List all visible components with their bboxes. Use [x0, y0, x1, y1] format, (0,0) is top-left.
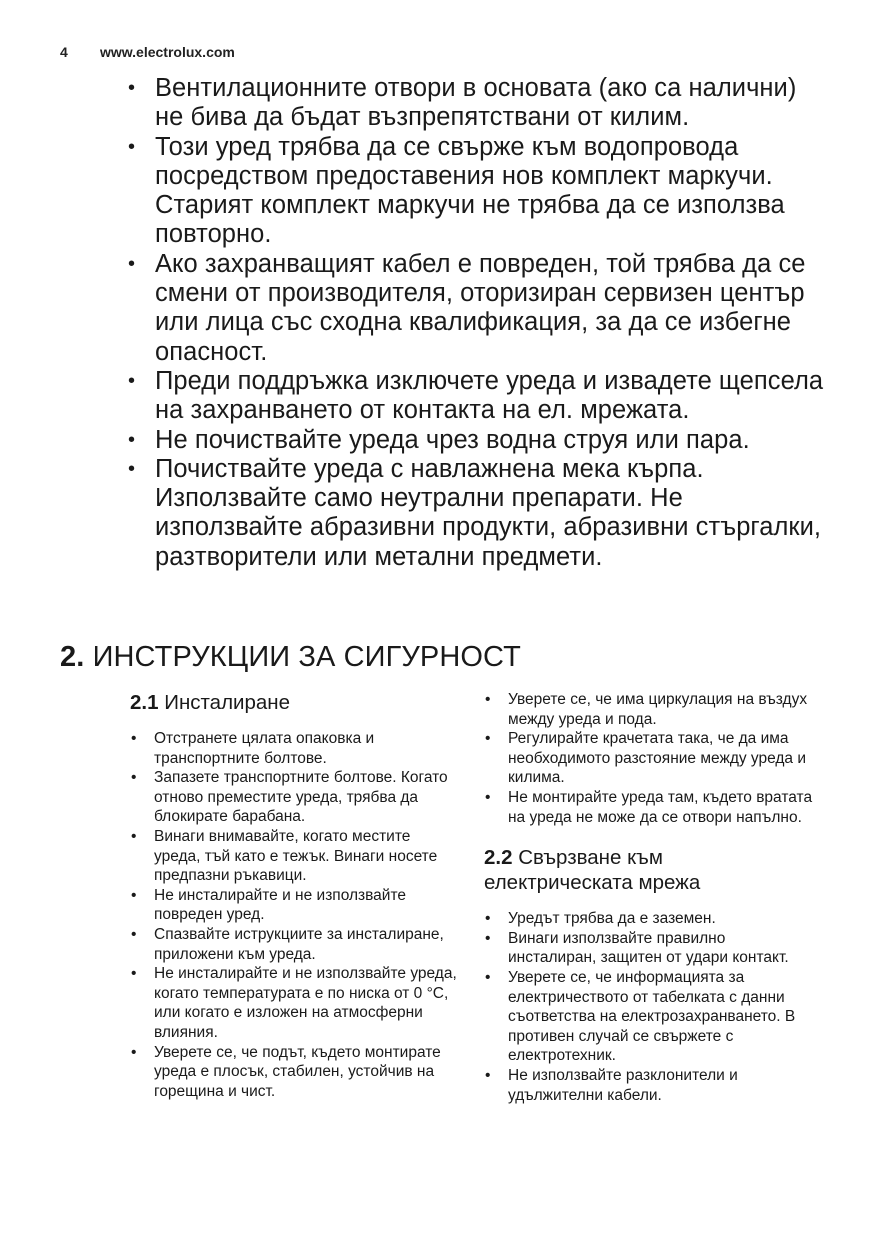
- section-title: [60, 641, 521, 674]
- list-item: • Регулирайте крачетата така, че да има необходимото разстояние между уреда и килима.: [484, 729, 814, 788]
- subsection-number: 2.2: [484, 846, 513, 870]
- list-item: • Винаги използвайте правилно инсталиран, защитен от удари контакт.: [484, 929, 814, 968]
- section-title-text: ИНСТРУКЦИИ ЗА СИГУРНОСТ: [92, 641, 521, 673]
- list-item: • Уредът трябва да е заземен.: [484, 909, 814, 929]
- installation-list: [130, 729, 460, 1101]
- subsection-title: Инсталиране: [164, 691, 291, 714]
- page-header: [60, 44, 235, 60]
- installation-list-continued: [484, 690, 814, 827]
- list-item: • Уверете се, че информацията за електричеството от табелката с данни съответства на електрозахранването. В противен случай се свържете с електротехник.: [484, 968, 814, 1066]
- list-item: • Не инсталирайте и не използвайте уреда, когато температурата е по ниска от 0 °C, или когато е изложен на атмосферни влияния.: [130, 964, 460, 1042]
- page-number: 4: [60, 44, 68, 60]
- subsection-title: Свързване към електрическата мрежа: [484, 846, 701, 895]
- list-item: • Винаги внимавайте, когато местите уреда, тъй като е тежък. Винаги носете предпазни ръкавици.: [130, 827, 460, 886]
- safety-list: [128, 74, 828, 572]
- section-number: 2.: [60, 641, 85, 673]
- right-column: [484, 690, 814, 1105]
- list-item: • Запазете транспортните болтове. Когато отново преместите уреда, трябва да блокирате барабана.: [130, 768, 460, 827]
- subsection-installation-heading: [130, 690, 460, 715]
- list-item: • Спазвайте иструкциите за инсталиране, приложени към уреда.: [130, 925, 460, 964]
- list-item: • Уверете се, че подът, където монтирате уреда е плосък, стабилен, устойчив на горещина и чист.: [130, 1043, 460, 1102]
- list-item: • Вентилационните отвори в основата (ако са налични) не бива да бъдат възпрепятствани от килим.: [128, 74, 828, 133]
- list-item: • Ако захранващият кабел е повреден, той трябва да се смени от производителя, оторизиран сервизен център или лица със сходна квалификация, за да се избегне опасност.: [128, 250, 828, 367]
- list-item: • Не почиствайте уреда чрез водна струя или пара.: [128, 426, 828, 455]
- website-url[interactable]: www.electrolux.com: [100, 44, 235, 60]
- list-item: • Почиствайте уреда с навлажнена мека кърпа. Използвайте само неутрални препарати. Не използвайте абразивни продукти, абразивни стъргалки, разтворители или метални предмети.: [128, 455, 828, 572]
- subsection-number: 2.1: [130, 691, 159, 714]
- electrical-list: [484, 909, 814, 1105]
- list-item: • Преди поддръжка изключете уреда и извадете щепсела на захранването от контакта на ел. мрежата.: [128, 367, 828, 426]
- list-item: • Този уред трябва да се свърже към водопровода посредством предоставения нов комплект маркучи. Старият комплект маркучи не трябва да се използва повторно.: [128, 133, 828, 250]
- subsection-electrical-heading: [484, 845, 814, 895]
- list-item: • Не инсталирайте и не използвайте повреден уред.: [130, 886, 460, 925]
- list-item: • Не монтирайте уреда там, където вратата на уреда не може да се отвори напълно.: [484, 788, 814, 827]
- list-item: • Не използвайте разклонители и удължителни кабели.: [484, 1066, 814, 1105]
- left-column: [130, 690, 460, 1101]
- list-item: • Отстранете цялата опаковка и транспортните болтове.: [130, 729, 460, 768]
- list-item: • Уверете се, че има циркулация на въздух между уреда и пода.: [484, 690, 814, 729]
